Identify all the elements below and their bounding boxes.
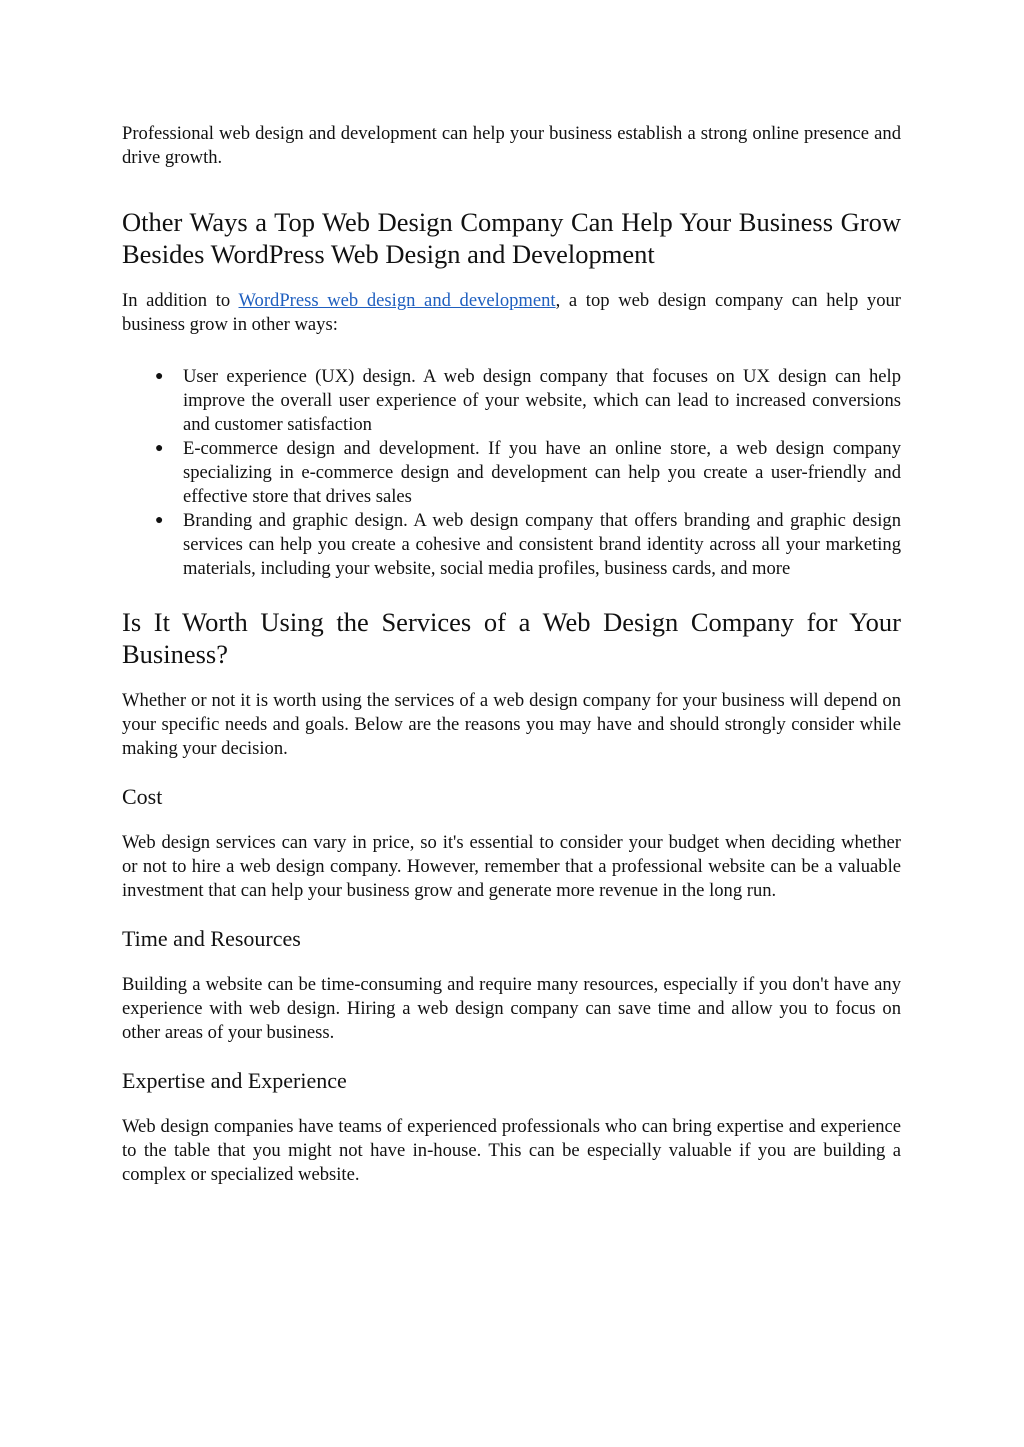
bullet-icon: ●	[155, 441, 164, 456]
list-item	[122, 509, 901, 581]
in-addition-paragraph	[122, 289, 901, 337]
section-heading-other-ways: Other Ways a Top Web Design Company Can Help Your Business Grow Besides WordPress Web Design and Development	[122, 207, 901, 269]
bullet-icon: ●	[155, 369, 164, 384]
section-heading-is-it-worth: Is It Worth Using the Services of a Web Design Company for Your Business?	[122, 607, 901, 669]
paragraph-text-after-link: , a top web design company can help your business grow in other ways:	[122, 290, 901, 335]
bullet-icon: ●	[155, 513, 164, 528]
ways-bullet-list	[122, 365, 901, 581]
wordpress-web-design-link[interactable]: WordPress web design and development	[238, 290, 556, 311]
whether-paragraph: Whether or not it is worth using the services of a web design company for your business will depend on your specific needs and goals. Below are the reasons you may have and should strongly consider while making your decision.	[122, 690, 901, 759]
list-item	[122, 437, 901, 509]
subheading-cost: Cost	[122, 784, 163, 809]
list-item-text: User experience (UX) design. A web design company that focuses on UX design can help improve the overall user experience of your website, which can lead to increased conversions and customer satisfaction	[183, 366, 901, 435]
document-page	[122, 122, 901, 1187]
subheading-expertise-and-experience: Expertise and Experience	[122, 1068, 347, 1093]
list-item	[122, 365, 901, 437]
expertise-paragraph: Web design companies have teams of experienced professionals who can bring expertise and experience to the table that you might not have in-house. This can be especially valuable if you are building a complex or specialized website.	[122, 1116, 901, 1185]
time-paragraph: Building a website can be time-consuming and require many resources, especially if you don't have any experience with web design. Hiring a web design company can save time and allow you to focus on other areas of your business.	[122, 974, 901, 1043]
list-item-text: Branding and graphic design. A web design company that offers branding and graphic design services can help you create a cohesive and consistent brand identity across all your marketing materials, including your website, social media profiles, business cards, and more	[183, 510, 901, 579]
list-item-text: E-commerce design and development. If you have an online store, a web design company specializing in e-commerce design and development can help you create a user-friendly and effective store that drives sales	[183, 438, 901, 507]
cost-paragraph: Web design services can vary in price, so it's essential to consider your budget when deciding whether or not to hire a web design company. However, remember that a professional website can be a valuable investment that can help your business grow and generate more revenue in the long run.	[122, 832, 901, 901]
subheading-time-and-resources: Time and Resources	[122, 926, 301, 951]
paragraph-text-before-link: In addition to	[122, 290, 239, 311]
intro-paragraph: Professional web design and development can help your business establish a strong online presence and drive growth.	[122, 123, 901, 168]
